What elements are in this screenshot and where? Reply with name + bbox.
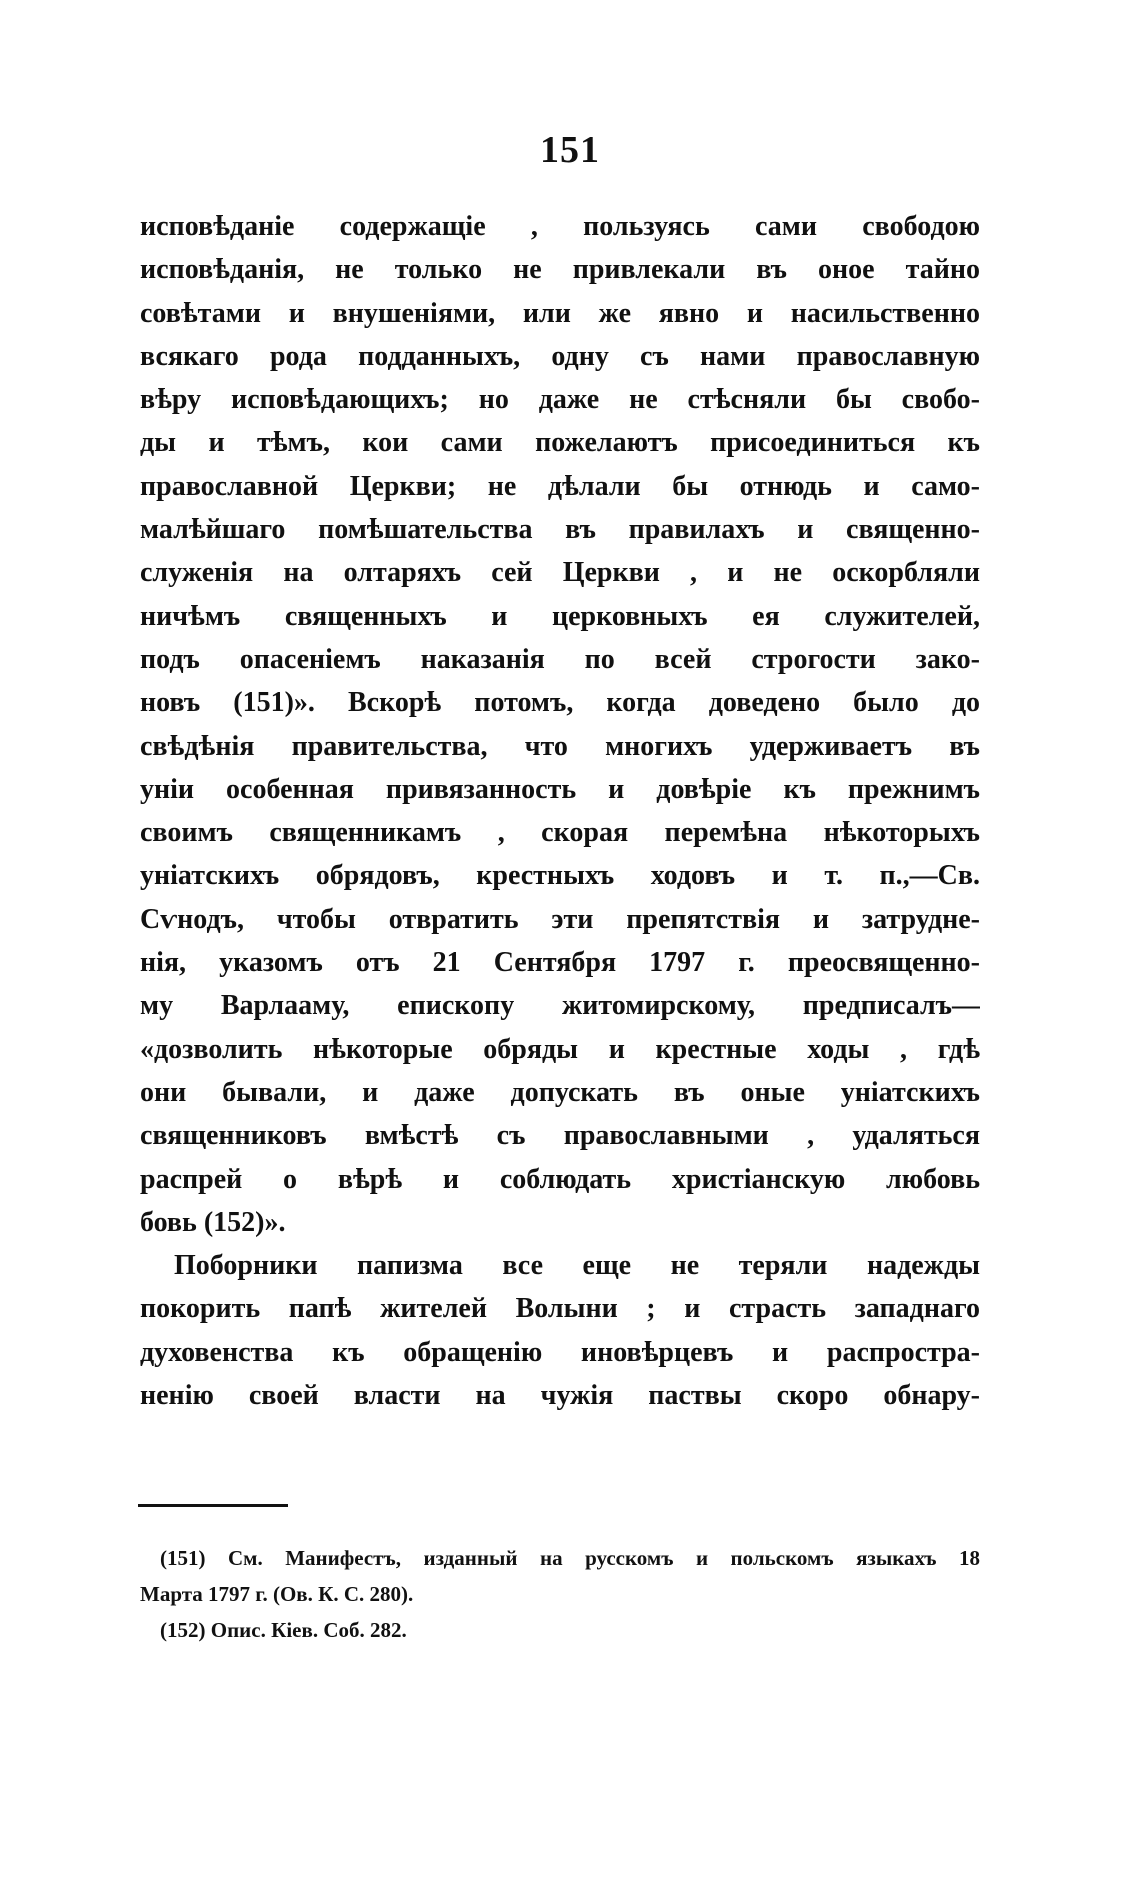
text-line: уніи особенная привязанность и довѣріе къ прежнимъ — [140, 773, 980, 805]
text-line: новъ (151)». Вскорѣ потомъ, когда доведено было до — [140, 687, 980, 719]
footnote-line: (151) См. Манифестъ, изданный на русскомъ и польскомъ языкахъ 18 — [160, 1546, 980, 1570]
text-line: совѣтами и внушеніями, или же явно и насильственно — [140, 297, 980, 329]
text-line: своимъ священникамъ , скорая перемѣна нѣкоторыхъ — [140, 817, 980, 849]
text-line: Сѵнодъ, чтобы отвратить эти препятствія и затрудне- — [140, 903, 980, 935]
text-line: распрей о вѣрѣ и соблюдать христіанскую любовь — [140, 1163, 980, 1195]
text-line: вѣру исповѣдающихъ; но даже не стѣсняли бы свобо- — [140, 384, 980, 416]
text-line: православной Церкви; не дѣлали бы отнюдь и само- — [140, 470, 980, 502]
text-line: они бывали, и даже допускать въ оные уніатскихъ — [140, 1076, 980, 1108]
footnote-divider — [138, 1504, 288, 1507]
text-line: духовенства къ обращенію иновѣрцевъ и распростра- — [140, 1336, 980, 1368]
text-line: уніатскихъ обрядовъ, крестныхъ ходовъ и т. п.,—Св. — [140, 860, 980, 892]
text-line: священниковъ вмѣстѣ съ православными , удаляться — [140, 1120, 980, 1152]
text-line: подъ опасеніемъ наказанія по всей строгости зако- — [140, 643, 980, 675]
text-line: исповѣданія, не только не привлекали въ оное тайно — [140, 254, 980, 286]
text-line: нія, указомъ отъ 21 Сентября 1797 г. преосвященно- — [140, 947, 980, 979]
footnotes — [140, 1540, 980, 1648]
text-line: му Варлааму, епископу житомирскому, предписалъ— — [140, 990, 980, 1022]
text-line: свѣдѣнія правительства, что многихъ удерживаетъ въ — [140, 730, 980, 762]
text-line: ничѣмъ священныхъ и церковныхъ ея служителей, — [140, 600, 980, 632]
text-line: «дозволить нѣкоторые обряды и крестные ходы , гдѣ — [140, 1033, 980, 1065]
text-line: ды и тѣмъ, кои сами пожелаютъ присоединиться къ — [140, 427, 980, 459]
text-line: малѣйшаго помѣшательства въ правилахъ и священно- — [140, 514, 980, 546]
text-line: бовь (152)». — [140, 1206, 286, 1238]
paragraph-start-line: Поборники папизма все еще не теряли надежды — [174, 1250, 980, 1282]
main-text — [140, 205, 980, 1417]
footnote-line: Марта 1797 г. (Ов. К. С. 280). — [140, 1582, 414, 1606]
text-line: исповѣданіе содержащіе , пользуясь сами свободою — [140, 211, 980, 242]
page-number: 151 — [540, 129, 600, 171]
footnote-line: (152) Опис. Кіев. Соб. 282. — [160, 1618, 407, 1642]
text-line: покорить папѣ жителей Волыни ; и страсть западнаго — [140, 1293, 980, 1325]
text-line: служенія на олтаряхъ сей Церкви , и не оскорбляли — [140, 557, 980, 589]
text-line: всякаго рода подданныхъ, одну съ нами православную — [140, 340, 980, 372]
text-line: ненію своей власти на чужія паствы скоро обнару- — [140, 1380, 980, 1412]
